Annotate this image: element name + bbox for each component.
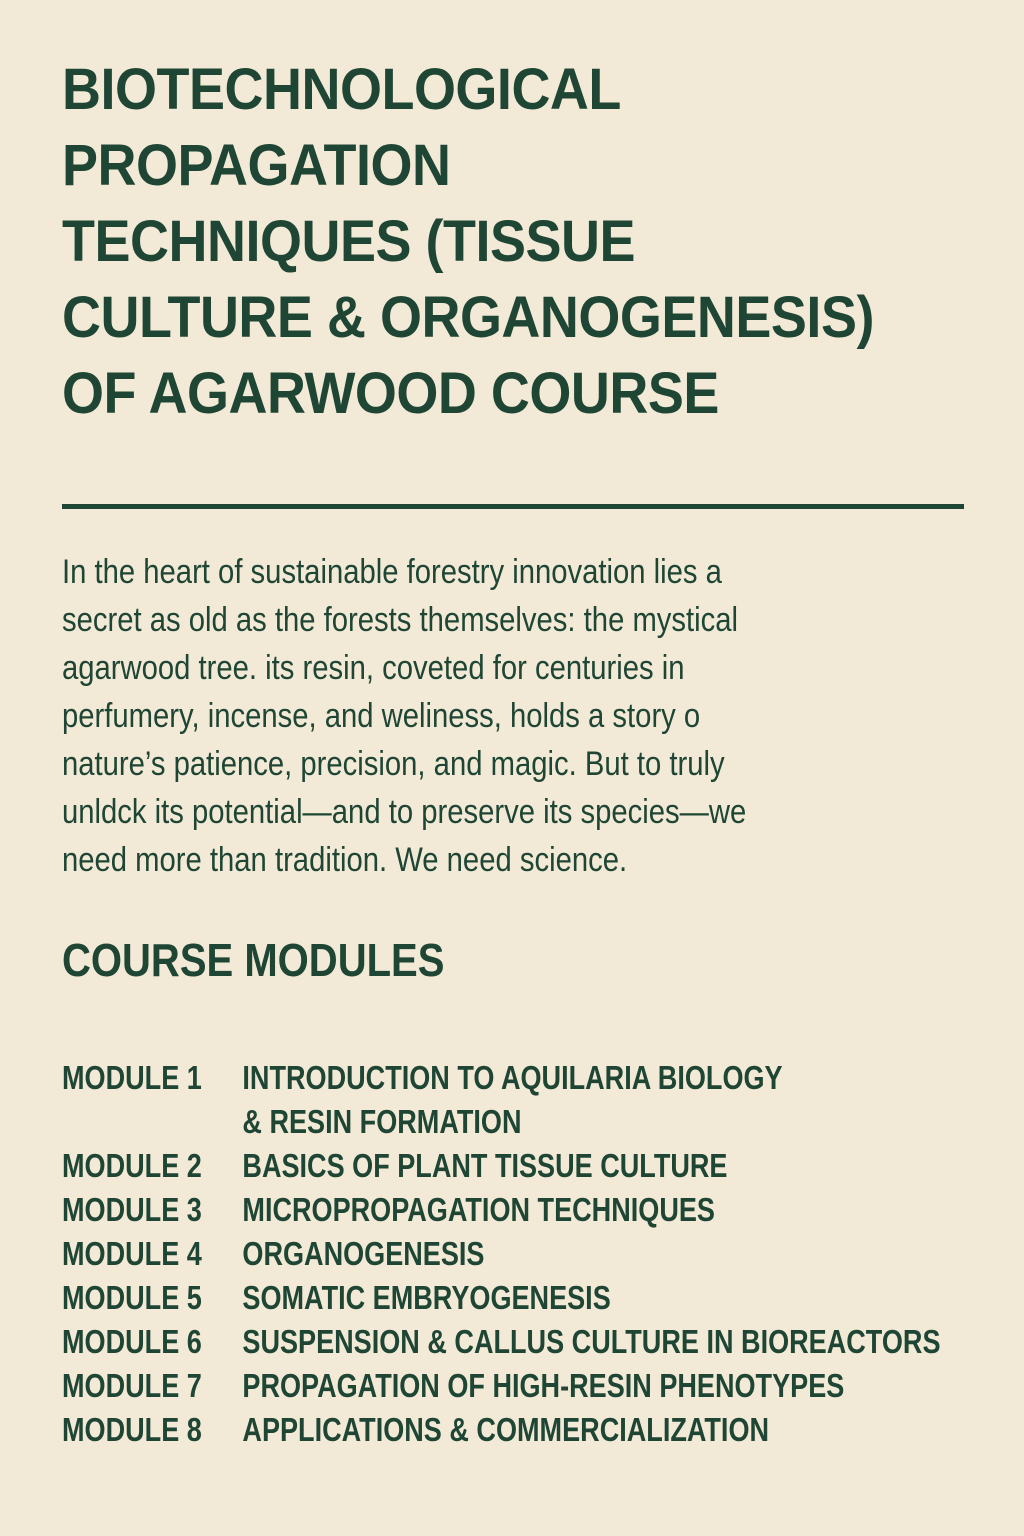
module-number: MODULE 8 [62,1411,202,1448]
intro-line: nature’s patience, precision, and magic. But to truly [62,745,725,783]
module-number: MODULE 4 [62,1235,202,1272]
intro-line: need more than tradition. We need science. [62,841,628,879]
intro-line: In the heart of sustainable forestry innovation lies a [62,553,722,591]
module-title [242,1056,782,1144]
modules-heading: COURSE MODULES [62,934,445,986]
page-title [62,52,992,432]
module-number: MODULE 7 [62,1367,202,1404]
title-line: PROPAGATION [62,133,451,198]
module-number: MODULE 6 [62,1323,202,1360]
divider [62,504,964,509]
module-number: MODULE 5 [62,1279,202,1316]
title-line: TECHNIQUES (TISSUE [62,209,636,274]
intro-line: agarwood tree. its resin, coveted for centuries in [62,649,685,687]
module-item [62,1364,964,1408]
module-title: ORGANOGENESIS [242,1235,485,1272]
intro-line: perfumery, incense, and weliness, holds a story o [62,697,701,735]
module-number: MODULE 2 [62,1147,202,1184]
module-title: BASICS OF PLANT TISSUE CULTURE [242,1147,728,1184]
module-title-line: INTRODUCTION TO AQUILARIA BIOLOGY [242,1059,783,1096]
module-title: MICROPROPAGATION TECHNIQUES [242,1191,715,1228]
intro-line: unldck its potential—and to preserve its species—we [62,793,747,831]
module-item [62,1276,964,1320]
module-title: SUSPENSION & CALLUS CULTURE IN BIOREACTORS [242,1323,941,1360]
module-item [62,1144,964,1188]
module-item [62,1408,964,1452]
module-item [62,1320,964,1364]
course-flyer [62,52,1002,1448]
module-title-line: & RESIN FORMATION [242,1103,522,1140]
module-number: MODULE 3 [62,1191,202,1228]
title-line: OF AGARWOOD COURSE [62,361,719,426]
module-title: SOMATIC EMBRYOGENESIS [242,1279,611,1316]
title-line: BIOTECHNOLOGICAL [62,57,621,122]
module-title: APPLICATIONS & COMMERCIALIZATION [242,1411,770,1448]
module-item [62,1188,964,1232]
module-number: MODULE 1 [62,1059,202,1096]
module-item [62,1056,964,1144]
module-title: PROPAGATION OF HIGH-RESIN PHENOTYPES [242,1367,845,1404]
module-item [62,1232,964,1276]
intro-paragraph [62,548,982,884]
intro-line: secret as old as the forests themselves: the mystical [62,601,739,639]
module-list [62,1056,964,1452]
title-line: CULTURE & ORGANOGENESIS) [62,285,874,350]
